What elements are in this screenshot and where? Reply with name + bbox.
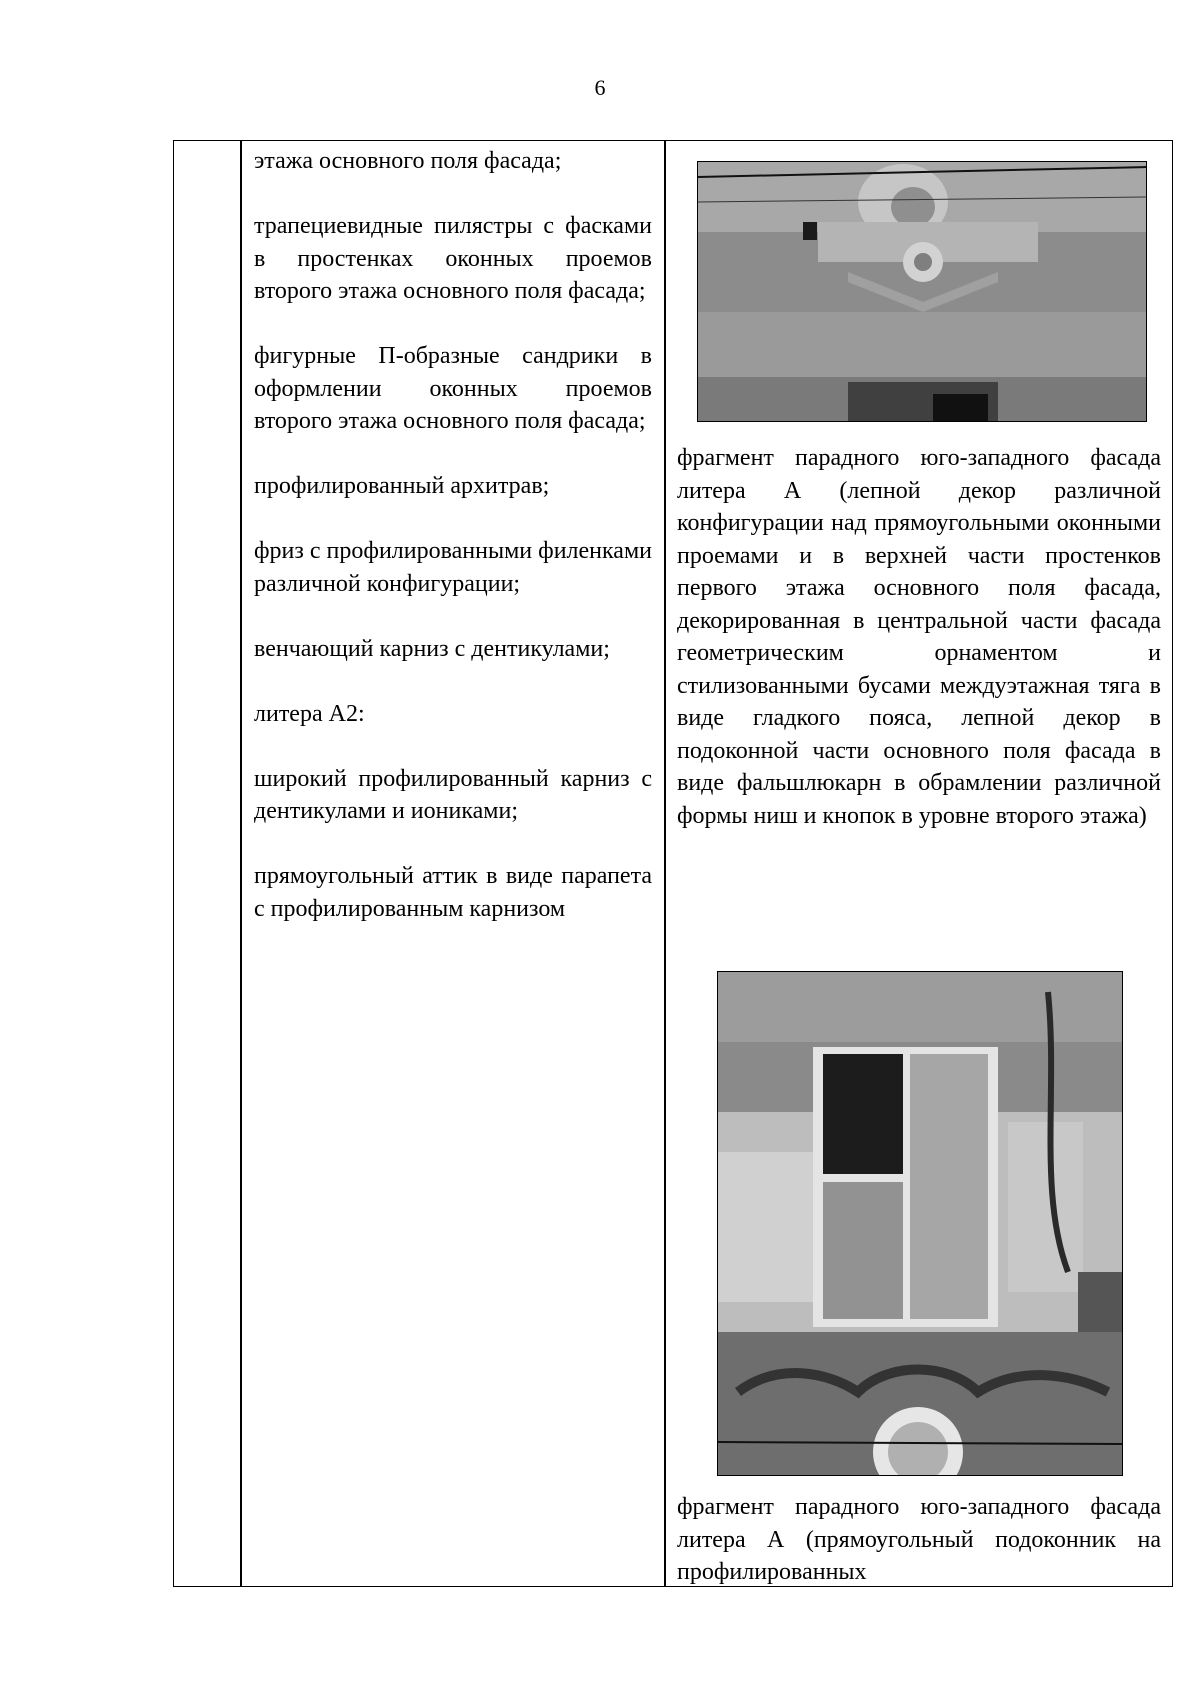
facade-photo-2 bbox=[717, 971, 1123, 1476]
photo-2-caption: фрагмент парадного юго-западного фасада литера А (прямоугольный подоконник на профилированных bbox=[677, 1494, 1161, 1585]
photo-1-caption: фрагмент парадного юго-западного фасада литера А (лепной декор различной конфигурации над прямоугольными оконными проемами и в верхней части простенков первого этажа основного поля фасада, декорированная в центральной части фасада геометрическим орнаментом и стилизованными бусами междуэтажная тяга в виде гладкого пояса, лепной декор в подоконной части основного поля фасада в виде фальшлюкарн в обрамлении различной формы ниш и кнопок в уровне второго этажа) bbox=[677, 445, 1161, 829]
description-paragraph: венчающий карниз с дентикулами; bbox=[254, 635, 610, 662]
description-paragraph: фриз с профилированными филенками различной конфигурации; bbox=[254, 538, 652, 597]
description-paragraph: трапециевидные пилястры с фасками в простенках оконных проемов второго этажа основного поля фасада; bbox=[254, 213, 652, 304]
column-divider-1 bbox=[240, 141, 242, 1586]
heritage-elements-table bbox=[173, 140, 1173, 1587]
description-paragraph: фигурные П-образные сандрики в оформлении оконных проемов второго этажа основного поля фасада; bbox=[254, 343, 652, 434]
description-paragraph: широкий профилированный карниз с дентикулами и иониками; bbox=[254, 765, 652, 824]
description-paragraph: профилированный архитрав; bbox=[254, 473, 550, 499]
description-paragraph: прямоугольный аттик в виде парапета с профилированным карнизом bbox=[254, 863, 652, 922]
elements-description-column bbox=[254, 145, 652, 958]
column-divider-2 bbox=[664, 141, 666, 1586]
description-paragraph: литера А2: bbox=[254, 700, 365, 727]
facade-photo-1 bbox=[697, 161, 1147, 422]
description-paragraph: этажа основного поля фасада; bbox=[254, 148, 562, 174]
page-number: 6 bbox=[594, 75, 606, 100]
